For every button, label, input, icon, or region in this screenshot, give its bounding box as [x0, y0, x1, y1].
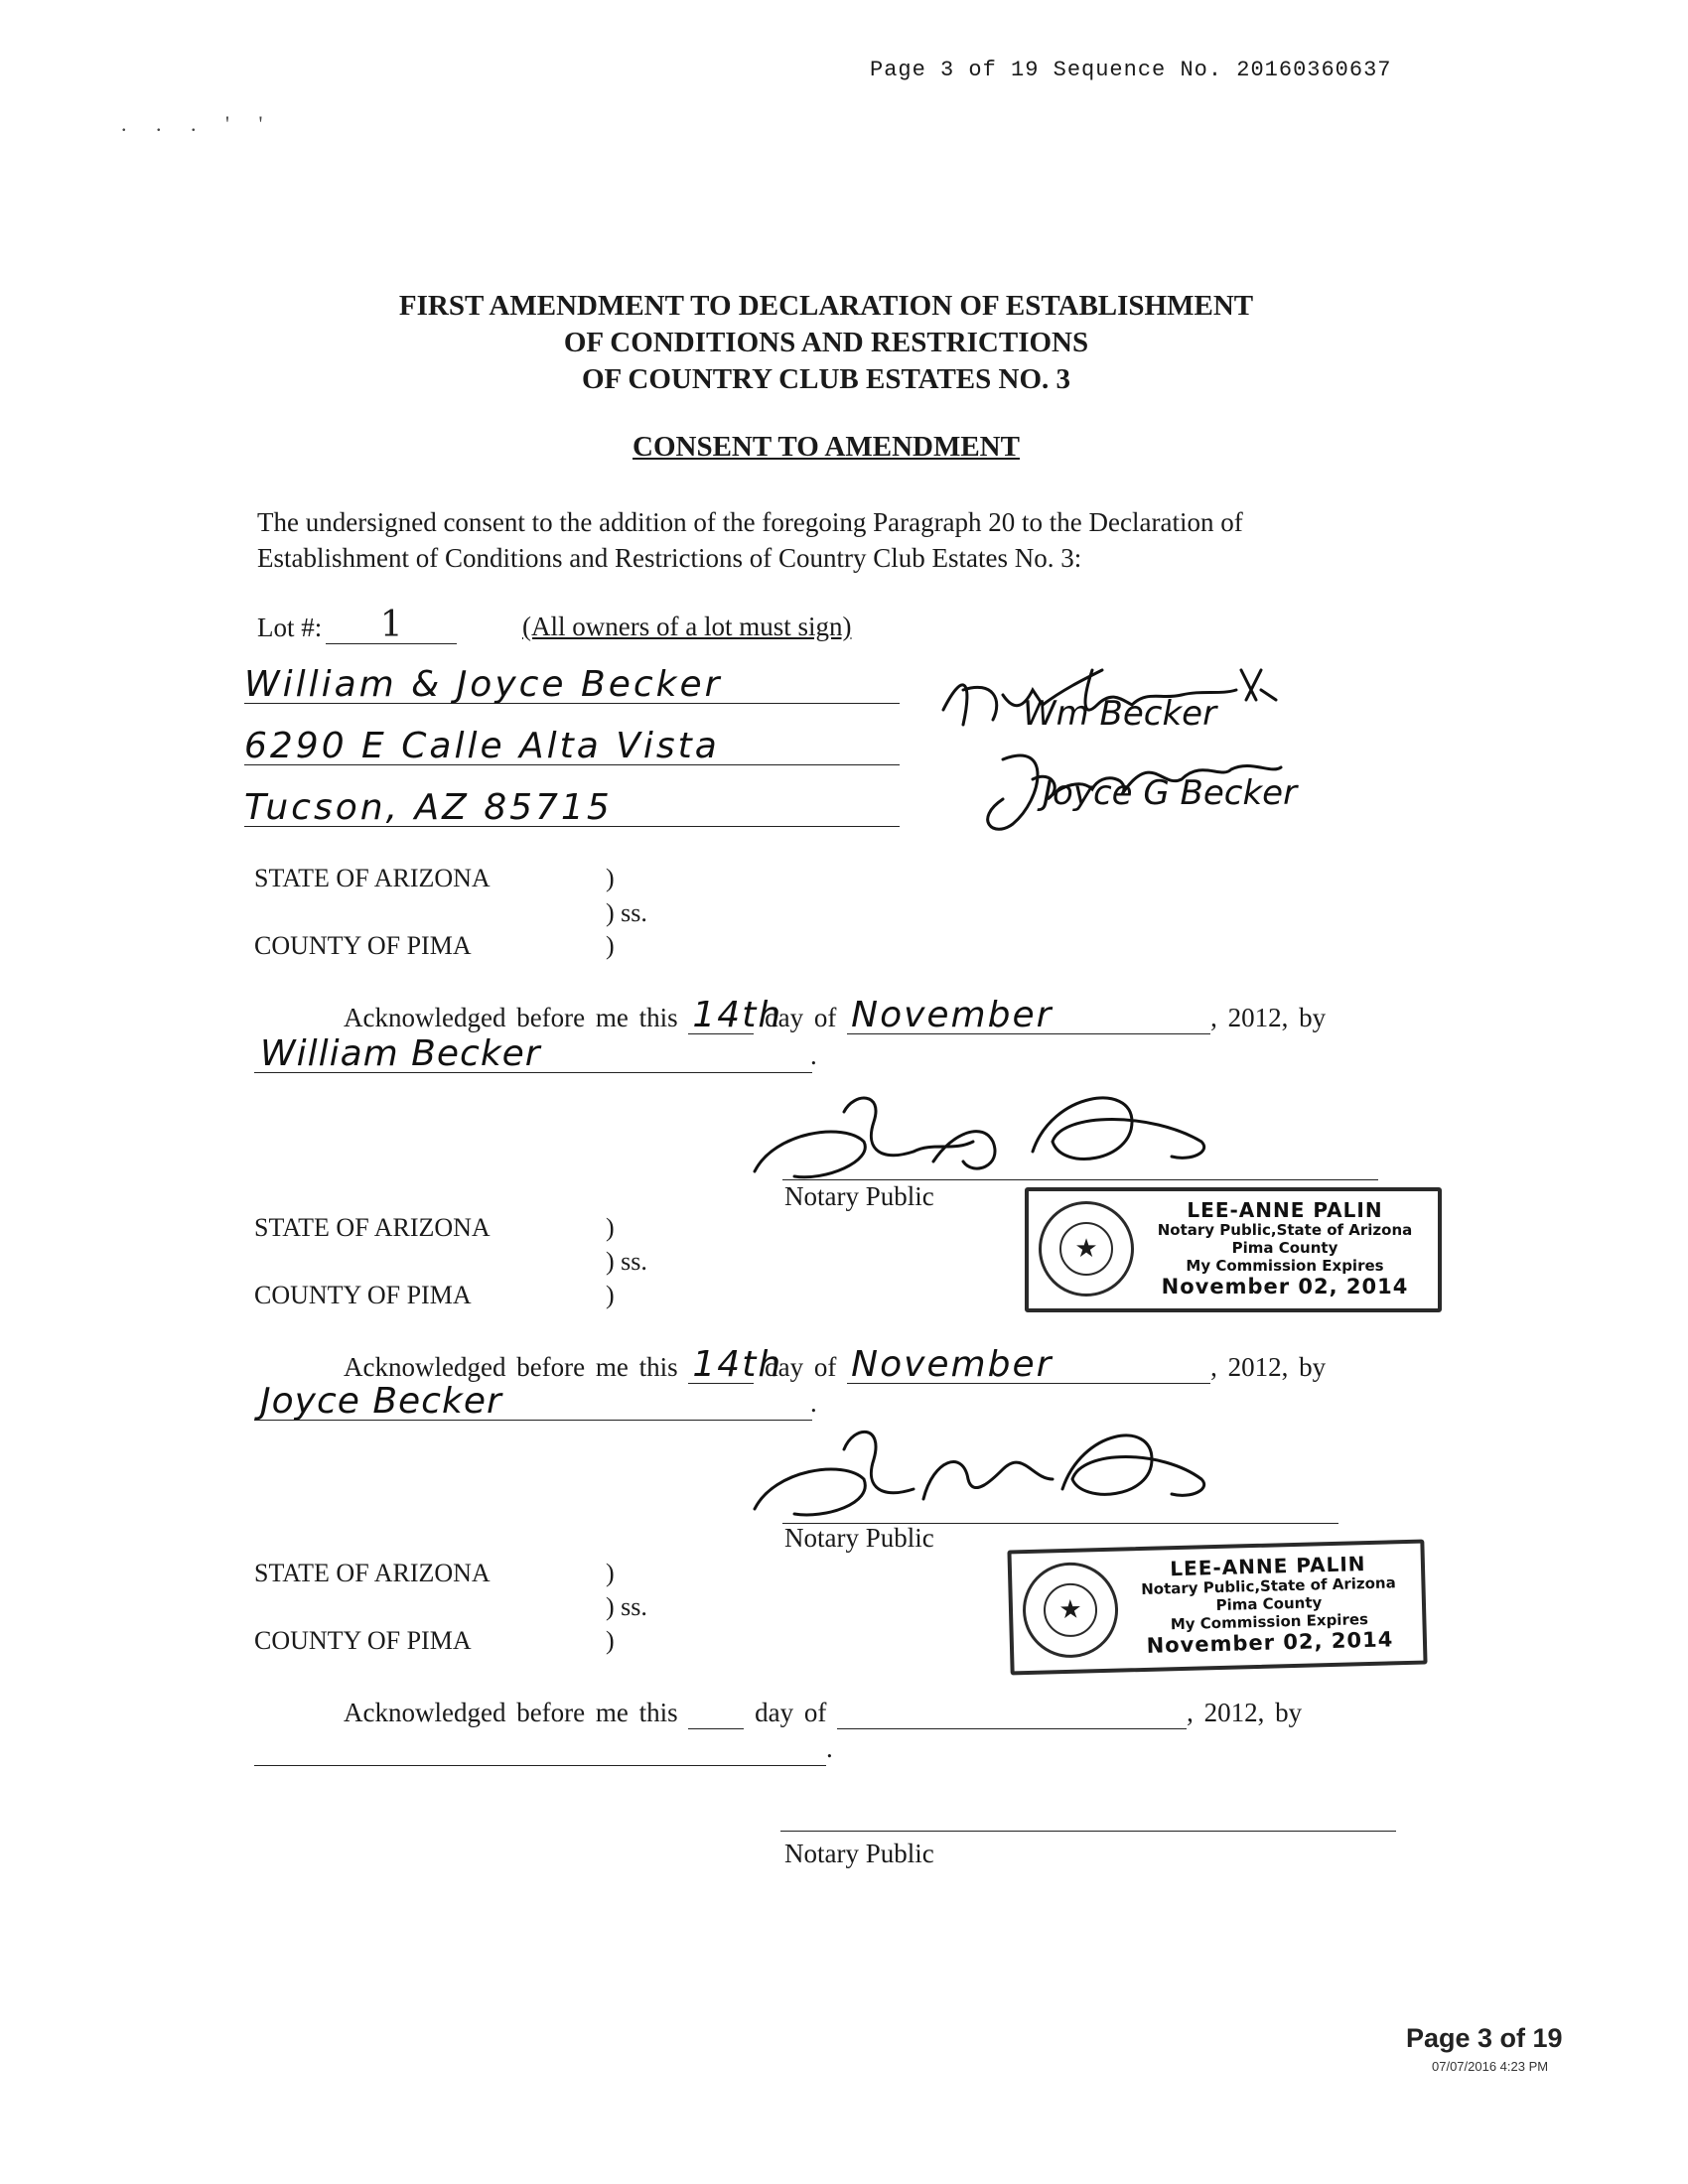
title-line-2: OF CONDITIONS AND RESTRICTIONS: [563, 327, 1089, 358]
stamp-1-line4: My Commission Expires: [1186, 1257, 1384, 1275]
ack-2-month-field[interactable]: [847, 1344, 1210, 1385]
ack-2-name: Joyce Becker: [260, 1381, 502, 1422]
owner-signature-2: Joyce G Becker: [1043, 773, 1298, 813]
state-seal-icon: ★: [1022, 1562, 1119, 1659]
venue-ss-2: ) ss.: [606, 1247, 647, 1276]
venue-county-2: COUNTY OF PIMA: [254, 1281, 472, 1309]
stamp-2-expires: November 02, 2014: [1146, 1627, 1394, 1658]
acknowledgment-1: [344, 995, 1327, 1035]
notary-line-3[interactable]: [780, 1831, 1396, 1832]
state-seal-icon: ★: [1039, 1201, 1134, 1297]
ack-1-name: William Becker: [260, 1033, 541, 1074]
stamp-2-line4: My Commission Expires: [1170, 1610, 1369, 1634]
footer-page: Page 3 of 19: [1406, 2023, 1563, 2053]
venue-state-1: STATE OF ARIZONA: [254, 864, 491, 892]
ack-3-prefix: Acknowledged before me this: [344, 1698, 678, 1727]
ack-1-month-field[interactable]: [847, 995, 1210, 1035]
sequence-header: Page 3 of 19 Sequence No. 20160360637: [870, 58, 1392, 82]
notary-label-3: Notary Public: [784, 1839, 934, 1868]
intro-paragraph: [257, 504, 1419, 576]
ack-2-day-of: day of: [765, 1352, 837, 1382]
all-owners-note: [522, 612, 851, 642]
subtitle: CONSENT TO AMENDMENT: [633, 431, 1020, 463]
ack-1-month: November: [851, 995, 1054, 1035]
owner-signature-1: Wm Becker: [1023, 694, 1217, 734]
owner-name-line[interactable]: [244, 651, 900, 704]
ack-1-period: .: [810, 1040, 817, 1070]
ack-2-prefix: Acknowledged before me this: [344, 1352, 678, 1382]
notary-stamp-1: [1025, 1187, 1442, 1312]
owner-address-line-1[interactable]: [244, 713, 900, 765]
venue-county-3: COUNTY OF PIMA: [254, 1626, 472, 1655]
venue-paren-1b: ): [606, 931, 615, 960]
venue-paren-2b: ): [606, 1281, 615, 1309]
notary-stamp-2: [1007, 1540, 1427, 1676]
venue-ss-3: ) ss.: [606, 1592, 647, 1621]
lot-number-field[interactable]: [326, 605, 457, 645]
venue-paren-2a: ): [606, 1213, 615, 1242]
stamp-1-name: LEE-ANNE PALIN: [1187, 1198, 1383, 1222]
lot-number: 1: [379, 605, 403, 645]
stamp-2-line3: Pima County: [1215, 1593, 1323, 1615]
stamp-1-line2: Notary Public,State of Arizona: [1157, 1221, 1413, 1239]
venue-state-2: STATE OF ARIZONA: [254, 1213, 491, 1242]
ack-3-day-of: day of: [755, 1698, 827, 1727]
ack-3-year: , 2012, by: [1187, 1698, 1303, 1727]
ack-1-year: , 2012, by: [1210, 1003, 1327, 1032]
owner-address-handwriting-2: Tucson, AZ 85715: [244, 787, 613, 828]
all-owners-note-text: (All owners of a lot must sign): [522, 612, 852, 641]
venue-paren-3a: ): [606, 1559, 615, 1587]
ack-1-day: 14th: [692, 995, 783, 1035]
venue-ss-1: ) ss.: [606, 898, 647, 927]
notary-label-2: Notary Public: [784, 1523, 934, 1553]
ack-2-name-field[interactable]: [254, 1380, 812, 1421]
owner-signatures: [933, 650, 1331, 849]
venue-paren-1a: ): [606, 864, 615, 892]
ack-3-name-field[interactable]: [254, 1725, 826, 1766]
lot-label: Lot #:: [257, 613, 323, 642]
stamp-2-name: LEE-ANNE PALIN: [1170, 1552, 1366, 1581]
ack-2-year: , 2012, by: [1210, 1352, 1327, 1382]
footer-timestamp: 07/07/2016 4:23 PM: [1432, 2059, 1549, 2074]
title-line-3: OF COUNTRY CLUB ESTATES NO. 3: [581, 363, 1071, 395]
ack-3-period: .: [826, 1733, 833, 1763]
stamp-2-line2: Notary Public,State of Arizona: [1141, 1573, 1396, 1599]
owner-name-handwriting: William & Joyce Becker: [244, 664, 723, 705]
lot-field: [257, 605, 457, 645]
venue-paren-3b: ): [606, 1626, 615, 1655]
intro-line-2: Establishment of Conditions and Restrictions of Country Club Estates No. 3:: [257, 543, 1082, 573]
owner-address-line-2[interactable]: [244, 774, 900, 827]
ack-1-day-of: day of: [765, 1003, 837, 1032]
venue-state-3: STATE OF ARIZONA: [254, 1559, 491, 1587]
notary-label-1: Notary Public: [784, 1181, 934, 1211]
ack-1-prefix: Acknowledged before me this: [344, 1003, 678, 1032]
ack-1-day-field[interactable]: [688, 995, 783, 1035]
stamp-1-line3: Pima County: [1231, 1239, 1338, 1257]
notary-signature-2: [735, 1410, 1251, 1539]
ack-2-day: 14th: [692, 1344, 783, 1385]
owner-address-handwriting-1: 6290 E Calle Alta Vista: [244, 726, 720, 766]
ack-2-period: .: [810, 1388, 817, 1418]
scan-specks: . . . ' ': [121, 111, 275, 136]
stamp-1-expires: November 02, 2014: [1161, 1275, 1409, 1298]
intro-line-1: The undersigned consent to the addition of the foregoing Paragraph 20 to the Declaration of: [257, 507, 1243, 537]
ack-3-month-field[interactable]: [837, 1698, 1187, 1729]
ack-2-month: November: [851, 1344, 1054, 1385]
title-line-1: FIRST AMENDMENT TO DECLARATION OF ESTABLISHMENT: [398, 290, 1254, 322]
ack-1-name-field[interactable]: [254, 1032, 812, 1073]
venue-county-1: COUNTY OF PIMA: [254, 931, 472, 960]
notary-line-1[interactable]: [782, 1179, 1378, 1180]
